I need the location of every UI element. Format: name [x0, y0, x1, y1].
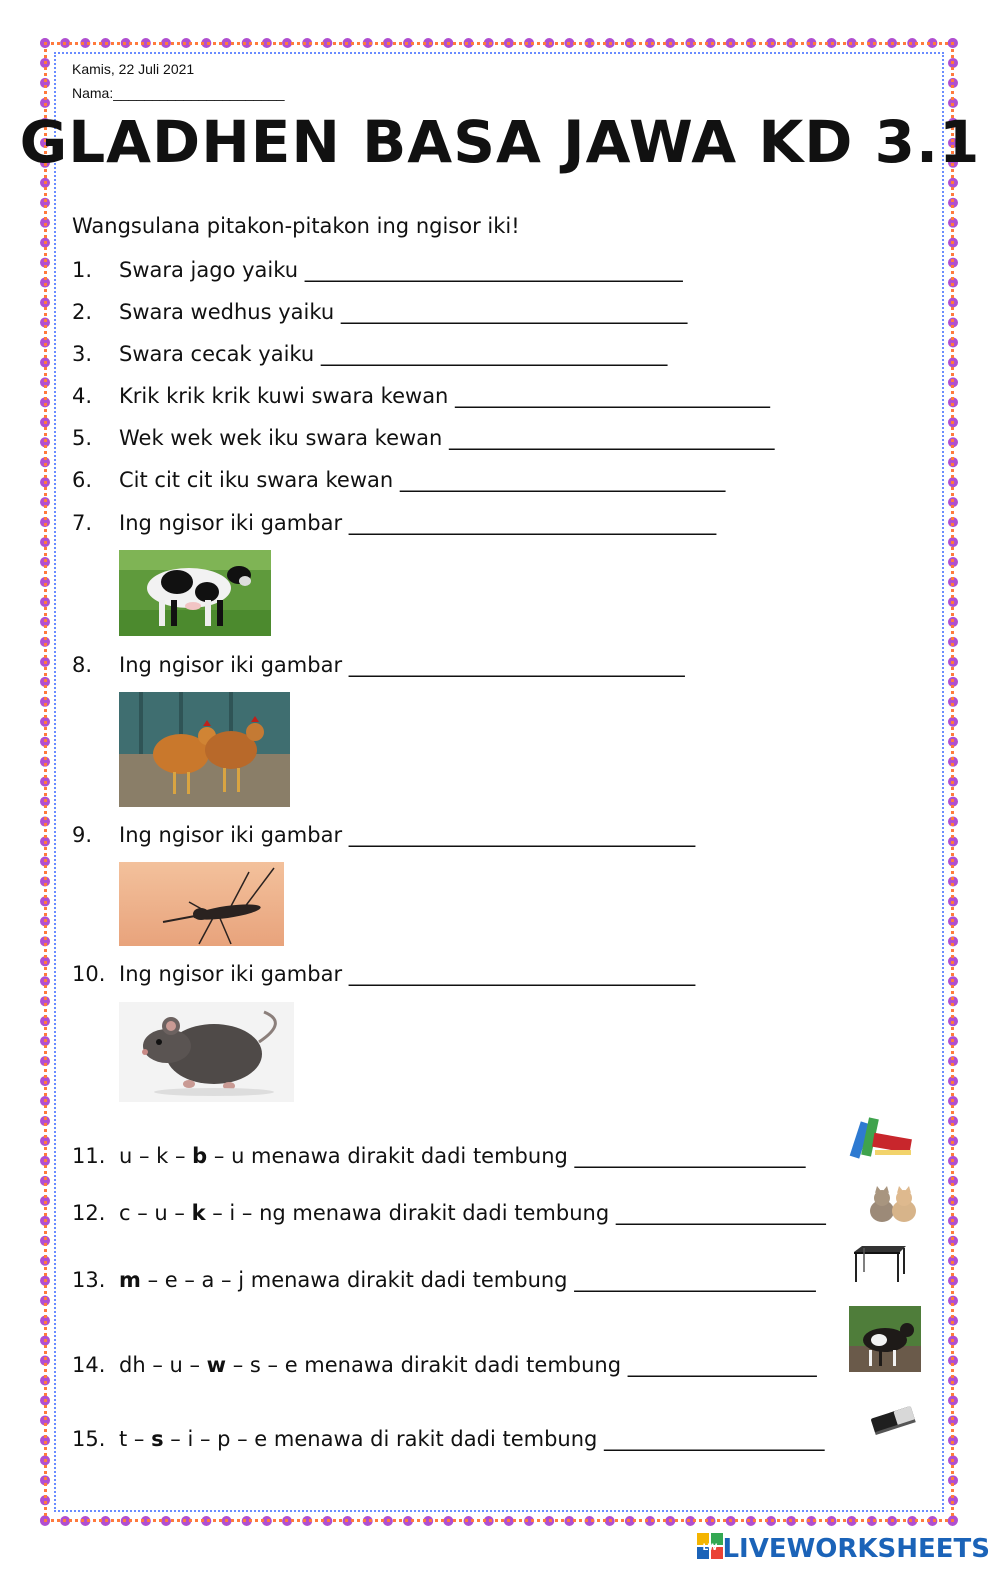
question-number: 2. — [72, 300, 93, 324]
question-number: 1. — [72, 258, 93, 282]
question-text: Wek wek wek iku swara kewan _______________________________ — [119, 426, 775, 450]
goat-icon — [849, 1306, 921, 1372]
question-item[interactable] — [72, 823, 695, 847]
question-number: 12. — [72, 1201, 106, 1225]
question-number: 3. — [72, 342, 93, 366]
question-item[interactable] — [72, 426, 775, 450]
question-number: 7. — [72, 511, 93, 535]
scrambled-bold-letter: w — [206, 1353, 227, 1377]
date-text: Kamis, 22 Juli 2021 — [72, 61, 195, 77]
liveworksheets-logo-icon — [697, 1533, 723, 1559]
question-text: Cit cit cit iku swara kewan _______________________________ — [119, 468, 726, 492]
question-item[interactable] — [72, 300, 687, 324]
question-text: Ing ngisor iki gambar _________________________________ — [119, 823, 696, 847]
question-number: 10. — [72, 962, 106, 986]
worksheet-title: GLADHEN BASA JAWA KD 3.1 — [19, 108, 981, 176]
question-text: Krik krik krik kuwi swara kewan ______________________________ — [119, 384, 771, 408]
scrambled-bold-letter: s — [151, 1427, 164, 1451]
word-question-item[interactable] — [72, 1201, 826, 1225]
question-item[interactable] — [72, 258, 683, 282]
question-number: 6. — [72, 468, 93, 492]
scrambled-prefix: t – — [119, 1427, 152, 1451]
question-item[interactable] — [72, 962, 695, 986]
question-number: 14. — [72, 1353, 106, 1377]
question-number: 9. — [72, 823, 93, 847]
scrambled-prefix: c – u – — [119, 1201, 192, 1225]
scrambled-suffix: – i – ng menawa dirakit dadi tembung ____________________ — [205, 1201, 826, 1225]
word-question-item[interactable] — [72, 1268, 816, 1292]
books-icon — [849, 1112, 915, 1166]
word-question-item[interactable] — [72, 1353, 817, 1377]
logo-badge-text: LW — [702, 1543, 718, 1553]
question-number: 13. — [72, 1268, 106, 1292]
eraser-icon — [866, 1400, 920, 1440]
question-text: Swara jago yaiku ____________________________________ — [119, 258, 683, 282]
question-number: 5. — [72, 426, 93, 450]
question-number: 8. — [72, 653, 93, 677]
question-text: Ing ngisor iki gambar ________________________________ — [119, 653, 685, 677]
question-text: Ing ngisor iki gambar ___________________________________ — [119, 511, 717, 535]
question-item[interactable] — [72, 342, 667, 366]
mosquito-image — [119, 862, 284, 946]
cats-icon — [865, 1184, 921, 1224]
scrambled-suffix: – u menawa dirakit dadi tembung ______________________ — [207, 1144, 806, 1168]
question-text: Ing ngisor iki gambar _________________________________ — [119, 962, 696, 986]
question-item[interactable] — [72, 653, 685, 677]
question-number: 11. — [72, 1144, 106, 1168]
liveworksheets-watermark: LIVEWORKSHEETS — [722, 1534, 990, 1564]
question-item[interactable] — [72, 511, 716, 535]
scrambled-suffix: – s – e menawa dirakit dadi tembung __________________ — [226, 1353, 817, 1377]
word-question-item[interactable] — [72, 1144, 806, 1168]
question-item[interactable] — [72, 384, 770, 408]
scrambled-suffix: – i – p – e menawa di rakit dadi tembung _____________________ — [163, 1427, 825, 1451]
scrambled-bold-letter: b — [192, 1144, 208, 1168]
word-question-item[interactable] — [72, 1427, 825, 1451]
question-number: 4. — [72, 384, 93, 408]
question-number: 15. — [72, 1427, 106, 1451]
question-text: Swara wedhus yaiku _________________________________ — [119, 300, 688, 324]
name-field[interactable]: Nama:______________________ — [72, 85, 285, 101]
table-icon — [852, 1242, 908, 1284]
scrambled-prefix: u – k – — [119, 1144, 193, 1168]
scrambled-suffix: – e – a – j menawa dirakit dadi tembung _______________________ — [140, 1268, 816, 1292]
instruction-text: Wangsulana pitakon-pitakon ing ngisor iki! — [72, 214, 520, 238]
question-text: Swara cecak yaiku _________________________________ — [119, 342, 668, 366]
scrambled-bold-letter: m — [119, 1268, 141, 1292]
question-item[interactable] — [72, 468, 725, 492]
scrambled-prefix: dh – u – — [119, 1353, 207, 1377]
chicken-image — [119, 692, 290, 807]
rat-image — [119, 1002, 294, 1102]
cow-image — [119, 550, 271, 636]
scrambled-bold-letter: k — [191, 1201, 206, 1225]
